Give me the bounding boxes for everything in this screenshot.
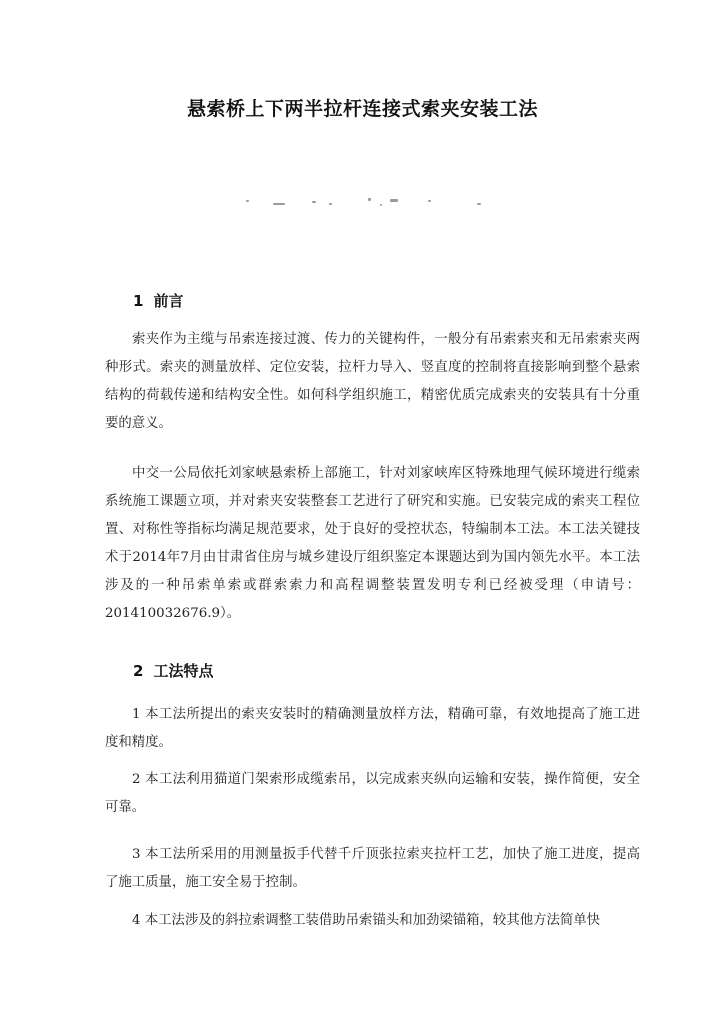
section-2-item-1: 1 本工法所提出的索夹安装时的精确测量放样方法，精确可靠，有效地提高了施工进度和精度。: [105, 707, 640, 750]
section-1-heading: [133, 290, 183, 311]
section-2-item-3: 3 本工法所采用的用测量扳手代替千斤顶张拉索夹拉杆工艺，加快了施工进度，提高了施工质量，施工安全易于控制。: [105, 847, 640, 890]
scan-artifact: [240, 196, 490, 210]
document-title: 悬索桥上下两半拉杆连接式索夹安装工法: [186, 98, 538, 120]
section-1-paragraph-1: 索夹作为主缆与吊索连接过渡、传力的关键构件，一般分有吊索索夹和无吊索索夹两种形式。索夹的测量放样、定位安装，拉杆力导入、竖直度的控制将直接影响到整个悬索结构的荷载传递和结构安全性。如何科学组织施工，精密优质完成索夹的安装具有十分重要的意义。: [105, 332, 640, 431]
section-1-title: 前言: [153, 292, 184, 310]
section-2-number: 2: [133, 662, 144, 680]
section-2-title: 工法特点: [153, 662, 214, 680]
section-2-item-2: 2 本工法利用猫道门架索形成缆索吊，以完成索夹纵向运输和安装，操作简便，安全可靠。: [105, 772, 640, 815]
section-2-item-4: 4 本工法涉及的斜拉索调整工装借助吊索锚头和加劲梁锚箱，较其他方法简单快: [132, 913, 601, 928]
section-1-number: 1: [133, 292, 144, 310]
section-2-heading: [133, 660, 213, 681]
section-1-paragraph-2: 中交一公局依托刘家峡悬索桥上部施工，针对刘家峡库区特殊地理气候环境进行缆索系统施工课题立项，并对索夹安装整套工艺进行了研究和实施。已安装完成的索夹工程位置、对称性等指标均满足规范要求，处于良好的受控状态，特编制本工法。本工法关键技术于2014年7月由甘肃省住房与城乡建设厅组织鉴定本课题达到为国内领先水平。本工法涉及的一种吊索单索或群索索力和高程调整装置发明专利已经被受理（申请号：201410032676.9）。: [105, 466, 640, 621]
